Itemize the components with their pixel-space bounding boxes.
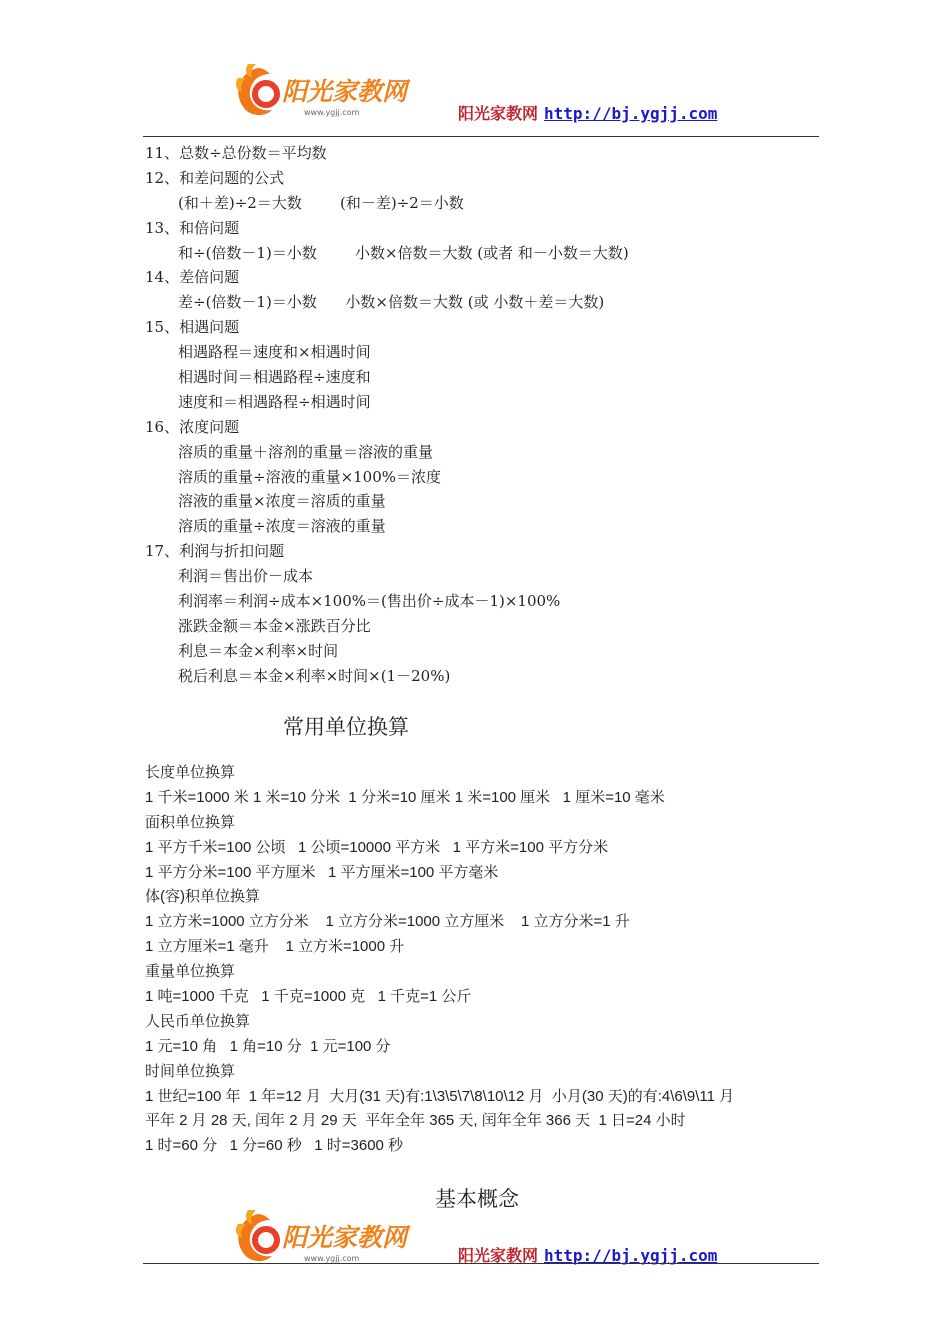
- units-list: [145, 761, 845, 1159]
- formula-line: 溶质的重量＋溶剂的重量＝溶液的重量: [178, 442, 434, 461]
- unit-line: 长度单位换算: [145, 764, 236, 781]
- unit-line: 1 平方分米=100 平方厘米 1 平方厘米=100 平方毫米: [145, 863, 499, 881]
- unit-line: 1 世纪=100 年 1 年=12 月 大月(31 天)有:1\3\5\7\8\10\12 月 小月(30 天)的有:4\6\9\11 月: [145, 1087, 735, 1105]
- unit-line: 面积单位换算: [145, 813, 236, 831]
- formula-line: 利息＝本金×利率×时间: [178, 641, 339, 660]
- formula-line: 相遇时间＝相遇路程÷速度和: [178, 368, 371, 387]
- unit-line: 1 元=10 角 1 角=10 分 1 元=100 分: [145, 1037, 391, 1055]
- formula-line: 税后利息＝本金×利率×时间×(1－20%): [178, 666, 451, 685]
- formula-line: 相遇路程＝速度和×相遇时间: [178, 343, 371, 362]
- formula-heading: 17、利润与折扣问题: [145, 542, 285, 561]
- formula-line: 溶质的重量÷溶液的重量×100%＝浓度: [178, 467, 442, 486]
- formula-heading: 12、和差问题的公式: [145, 168, 285, 187]
- svg-text:阳光家教网: 阳光家教网: [282, 1223, 408, 1252]
- unit-line: 1 吨=1000 千克 1 千克=1000 克 1 千克=1 公斤: [145, 988, 472, 1006]
- concepts-section-title: 基本概念: [435, 1187, 519, 1211]
- unit-line: 1 立方厘米=1 毫升 1 立方米=1000 升: [145, 938, 405, 956]
- unit-line: 时间单位换算: [145, 1062, 236, 1080]
- unit-line: 1 时=60 分 1 分=60 秒 1 时=3600 秒: [145, 1137, 404, 1155]
- formula-line: (和＋差)÷2＝大数 (和－差)÷2＝小数: [178, 193, 464, 212]
- brand-line: [458, 101, 717, 124]
- unit-line: 1 平方千米=100 公顷 1 公顷=10000 平方米 1 平方米=100 平方分米: [145, 838, 609, 856]
- formula-line: 利润率＝利润÷成本×100%＝(售出价÷成本－1)×100%: [178, 592, 561, 611]
- unit-line: 平年 2 月 28 天, 闰年 2 月 29 天 平年全年 365 天, 闰年全年 366 天 1 日=24 小时: [145, 1112, 686, 1130]
- brand-name: 阳光家教网: [458, 104, 539, 123]
- formula-line: 涨跌金额＝本金×涨跌百分比: [178, 616, 371, 635]
- formula-heading: 15、相遇问题: [145, 318, 240, 337]
- formula-heading: 16、浓度问题: [145, 417, 240, 436]
- ygjj-logo: [230, 62, 420, 120]
- svg-text:www.ygjj.com: www.ygjj.com: [304, 108, 360, 117]
- formula-heading: 14、差倍问题: [145, 268, 240, 287]
- formula-line: 差÷(倍数－1)＝小数 小数×倍数＝大数 (或 小数＋差＝大数): [178, 293, 605, 312]
- formula-heading: 11、总数÷总份数＝平均数: [145, 144, 327, 162]
- formula-line: 速度和＝相遇路程÷相遇时间: [178, 392, 371, 411]
- svg-text:阳光家教网: 阳光家教网: [282, 77, 408, 106]
- brand-url-link[interactable]: http://bj.ygjj.com: [544, 104, 718, 123]
- brand-url-link[interactable]: http://bj.ygjj.com: [544, 1246, 718, 1265]
- unit-line: 1 立方米=1000 立方分米 1 立方分米=1000 立方厘米 1 立方分米=1 升: [145, 913, 630, 931]
- footer-rule: [143, 1263, 819, 1264]
- unit-line: 体(容)积单位换算: [145, 888, 260, 906]
- formula-line: 溶液的重量×浓度＝溶质的重量: [178, 492, 386, 511]
- page-header: [0, 0, 950, 130]
- svg-text:www.ygjj.com: www.ygjj.com: [304, 1254, 360, 1263]
- brand-name: 阳光家教网: [458, 1246, 539, 1265]
- formula-line: 和÷(倍数－1)＝小数 小数×倍数＝大数 (或者 和－小数＝大数): [178, 243, 629, 262]
- formula-list: [145, 141, 825, 689]
- unit-line: 重量单位换算: [145, 963, 236, 981]
- unit-line: 人民币单位换算: [145, 1012, 251, 1030]
- ygjj-logo: [230, 1208, 420, 1266]
- unit-line: 1 千米=1000 米 1 米=10 分米 1 分米=10 厘米 1 米=100 厘米 1 厘米=10 毫米: [145, 788, 665, 806]
- units-section-title: 常用单位换算: [283, 715, 409, 739]
- header-rule: [143, 136, 819, 137]
- formula-heading: 13、和倍问题: [145, 218, 240, 237]
- page-footer: [0, 1198, 950, 1278]
- formula-line: 利润＝售出价－成本: [178, 567, 314, 586]
- formula-line: 溶质的重量÷浓度＝溶液的重量: [178, 517, 386, 536]
